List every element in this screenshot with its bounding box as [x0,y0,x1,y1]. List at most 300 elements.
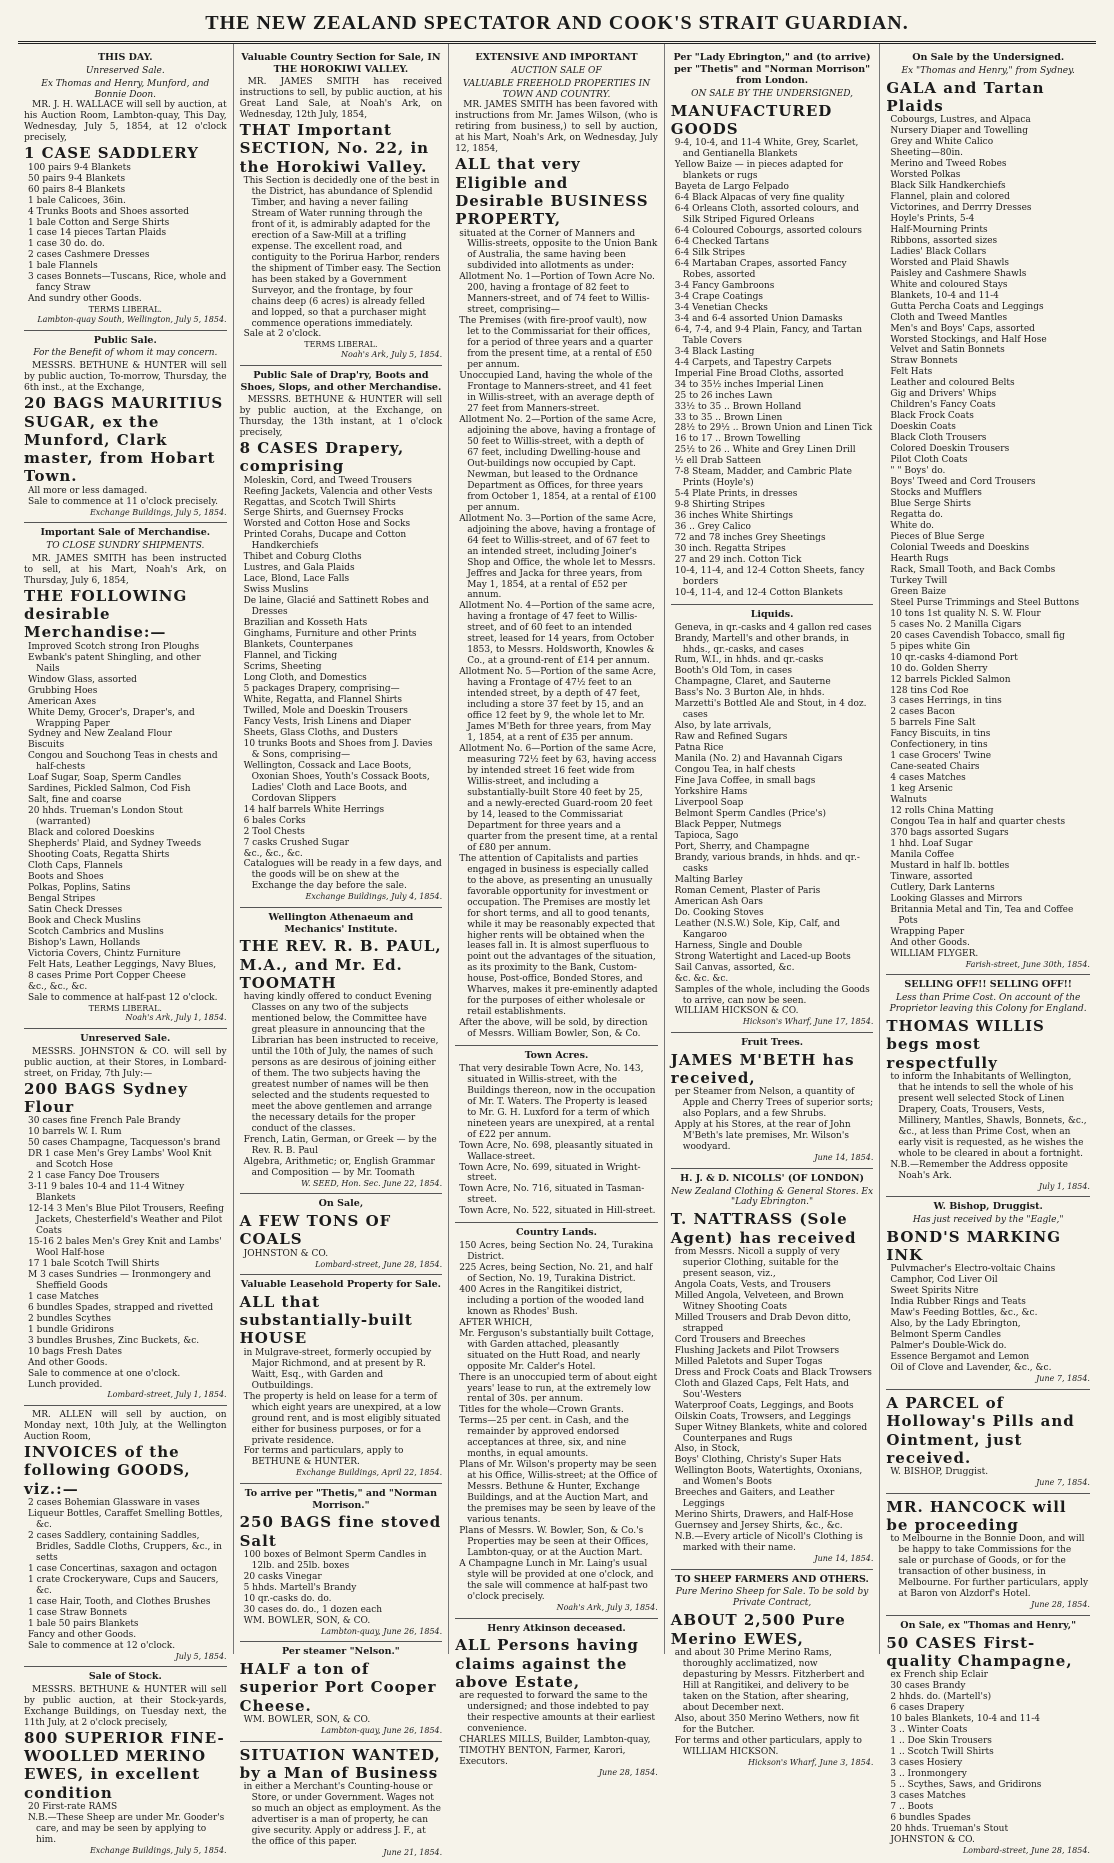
ad-heading: Wellington Athenaeum and Mechanics' Institute. [268,912,414,935]
ad-item: DR 1 case Men's Grey Lambs' Wool Knit and Scotch Hose [28,1149,212,1171]
ad-item: 3 .. Winter Coats [890,1724,968,1735]
ad-item: 3 cases Hosiery [890,1757,963,1768]
ad-item-list [886,1264,1090,1374]
ad-item: " " Boys' do. [890,466,946,477]
ad-terms: TERMS LIBERAL. [88,1003,162,1013]
ad-item: JOHNSTON & CO. [890,1834,975,1845]
ad-item: Fine Java Coffee, in small bags [674,776,816,787]
ad-item: Cutlery, Dark Lanterns [890,882,995,893]
ad-item: 2 cases Bacon [890,707,956,718]
ad-item: 14 half barrels White Herrings [243,804,385,815]
ad-item: 1 bundle Gridirons [28,1324,114,1335]
ad-item: Ribbons, assorted sizes [890,235,998,246]
advertisement [886,1616,1090,1860]
ad-item: 100 pairs 9-4 Blankets [28,162,131,173]
ad-item: 30 cases fine French Pale Brandy [28,1116,181,1127]
ad-item: 1 case Hair, Tooth, and Clothes Brushes [28,1596,211,1607]
ad-item: 10 bales Blankets, 10-4 and 11-4 [890,1714,1040,1725]
ad-signature: Hickson's Wharf, June 17, 1854. [742,1017,874,1027]
ad-item: Hoyle's Prints, 5-4 [890,213,975,224]
ad-display-line: 50 CASES First-quality Champagne, [886,1633,1073,1670]
ad-item: 1 keg Arsenic [890,784,953,795]
ad-item: having kindly offered to conduct Evening Classes on any two of the subjects mentioned below, the Committee have great pleasure in announcing that the Librarian has been instructed to receive, until the 10th of July, the names of such persons as are desirous of joining either of them. The two subjects having the greatest number of names will be then selected and the students requested to meet the above gentlemen and arrange the necessary details for the proper conduct of the classes. [243,992,439,1134]
ad-body: MESSRS. JOHNSTON & CO. will sell by public auction, at their Stores, in Lombard-street, on Friday, 7th July:— [24,1046,227,1079]
ad-signature: W. SEED, Hon. Sec. June 22, 1854. [301,1178,443,1188]
ad-item: Victoria Covers, Chintz Furniture [28,948,181,959]
ad-item: Grey and White Calico [890,137,994,148]
ad-item-list [240,176,443,341]
ad-item: N.B.—These Sheep are under Mr. Gooder's care, and may be seen by applying to him. [28,1812,225,1845]
ad-item: Doeskin Coats [890,422,956,433]
ad-heading: Fruit Trees. [741,1037,804,1049]
ad-item: &c. &c. &c. [674,973,729,984]
ad-item: 100 boxes of Belmont Sperm Candles in 12lb. and 25lb. boxes [243,1549,427,1571]
ad-item-list [455,1241,658,1603]
ad-item: Fancy Biscuits, in tins [890,729,991,740]
ad-heading: Per "Lady Ebrington," and (to arrive) per "Thetis" and "Norman Morrison" from London. [673,52,871,87]
ad-item: 30 cases do. do., 1 dozen each [243,1604,383,1615]
ad-signature: July 1, 1854. [1038,1181,1090,1191]
ad-item: Felt Hats [890,367,933,378]
ad-signature: June 21, 1854. [383,1848,443,1858]
ad-item: Yorkshire Hams [674,787,748,798]
ad-item: 3 cases Herrings, in tins [890,696,1002,707]
ad-item-list [455,1064,658,1218]
ad-heading: SELLING OFF!! SELLING OFF!! [904,979,1072,991]
ad-item: 6 bundles Spades [890,1812,971,1823]
ad-item: Confectionery, in tins [890,740,988,751]
ad-item-list [455,229,658,1041]
ad-item: Boys' Tweed and Cord Trousers [890,477,1036,488]
ad-item: Blankets, Counterpanes [243,640,353,651]
ad-item: situated at the Corner of Manners and Willis-streets, opposite to the Union Bank of Australia, the same having been subdivided into allotments as under: [459,228,658,272]
ad-item: Also, by late arrivals, [674,721,772,732]
ad-item: There is an unoccupied term of about eight years' lease to run, at the extremely low rental of 30s. per annum. [459,1372,658,1405]
ad-item: Brandy, Martell's and other brands, in hhds., qr.-casks, and cases [674,633,849,655]
ad-signature: Hickson's Wharf, June 3, 1854. [747,1757,874,1767]
ad-item: Strong Watertight and Laced-up Boots [674,951,851,962]
ad-display-line: 8 CASES Drapery, comprising [239,438,405,476]
ad-item-list [886,1467,1090,1478]
ad-item: White do. [890,520,934,531]
ad-item: per Steamer from Nelson, a quantity of Apple and Cherry Trees of superior sorts; also Poplars, and a few Shrubs. [674,1087,874,1120]
ad-item: WILLIAM FLYGER. [890,948,979,959]
ad-item: Unoccupied Land, having the whole of the Frontage to Manners-street, and 41 feet in Willis-street, with an average depth of 27 feet from Manners-street. [459,371,654,415]
ad-heading: Public Sale. [93,334,157,346]
ad-item: Cloth and Tweed Mantles [890,312,1008,323]
ad-item: Book and Check Muslins [28,915,141,926]
ad-item: Executors. [459,1756,508,1767]
ad-item: AFTER WHICH, [459,1317,533,1328]
ad-item: 1 bale Cotton and Serge Shirts [28,217,170,228]
ad-item: Sheeting—80in. [890,148,964,159]
ad-body: MESSRS. BETHUNE & HUNTER will sell by public auction, at their Stock-yards, Exchange Buildings, on Tuesday next, the 11th July, at 2 o'clock precisely, [24,1684,227,1728]
ad-display-line: 1 CASE SADDLERY [24,144,199,163]
ad-item: Allotment No. 2—Portion of the same Acre, adjoining the above, having a frontage of 50 feet to Willis-street, with a depth of 67 feet, including Dwelling-house and Out-buildings now occupied by Capt. Newman, but leased to the Ordnance Department as Offices, for three years from October 1, 1854, at a rental of £100 per annum. [459,414,657,513]
ad-heading: Liquids. [750,608,794,620]
ad-item: Bayeta de Largo Felpado [674,182,789,193]
ad-item: 1 case Concertinas, saxagon and octagon [28,1563,218,1574]
ad-display-line: ALL that very Eligible and Desirable BUSINESS PROPERTY, [455,155,649,229]
ad-item: 1 case 14 pieces Tartan Plaids [28,228,167,239]
ad-item: Pilot Cloth Coats [890,455,968,466]
ad-item-list [24,642,227,1004]
ad-item: Moleskin, Cord, and Tweed Trousers [243,475,412,486]
ad-item: WM. BOWLER, SON, & CO. [243,1714,371,1725]
advertisement [24,1029,227,1406]
ad-item: For terms and particulars, apply to BETHUNE & HUNTER. [243,1446,404,1468]
ad-item: 20 First-rate RAMS [28,1801,118,1812]
ad-item-list [671,138,874,599]
ad-item: Printed Corahs, Ducape and Cotton Handkerchiefs [243,530,407,552]
ad-item: 9-4, 10-4, and 11-4 White, Grey, Scarlet, and Gentianella Blankets [674,138,859,160]
ad-body: MESSRS. BETHUNE & HUNTER will sell by public auction, at the Exchange, on Thursday, the 13th instant, at 1 o'clock precisely, [239,395,443,439]
ad-item: White Demy, Grocer's, Draper's, and Wrapping Paper [28,707,195,729]
ad-item: Worsted and Cotton Hose and Socks [243,519,411,530]
ad-display-line: GALA and Tartan Plaids [886,78,1045,115]
ad-intro: Ex Thomas and Henry, Munford, and Bonnie Doon. [41,78,210,100]
ad-item: Samples of the whole, including the Goods to arrive, can now be seen. [674,984,870,1006]
ad-item: Tapioca, Sago [674,830,739,841]
ad-item: Regatta do. [890,510,943,521]
ad-item: Also, about 350 Merino Wethers, now fit for the Butcher. [674,1713,860,1735]
advertisement [455,1223,658,1618]
ad-subheading: TO CLOSE SUNDRY SHIPMENTS. [46,540,205,551]
ad-item: TIMOTHY BENTON, Farmer, Karori, [459,1745,626,1756]
ad-item: Port, Sherry, and Champagne [674,841,810,852]
ad-item: 6 bales Corks [243,815,306,826]
ad-item: 3 .. Ironmongery [890,1768,967,1779]
ad-item: White and coloured Stays [890,279,1008,290]
ad-body: MR. JAMES SMITH has been instructed to sell, at his Mart, Noah's Ark, on Thursday, July 6, 1854, [24,553,227,586]
ad-item: Stocks and Mufflers [890,488,982,499]
ad-item: American Ash Oars [674,896,763,907]
ad-item: Shepherds' Plaid, and Sydney Tweeds [28,839,202,850]
ad-item: Bishop's Lawn, Hollands [28,937,141,948]
ad-item: 9-8 Shirting Stripes [674,500,765,511]
ad-subheading: New Zealand Clothing & General Stores. Ex "Lady Ebrington." [671,1186,874,1208]
ad-item: India Rubber Rings and Teats [890,1297,1026,1308]
ad-item: 10 tons 1st quality N. S. W. Flour [890,608,1041,619]
ad-item: The attention of Capitalists and parties engaged in business is especially called to the above, as presenting an unusually favorable opportunity for investment or occupation. The Premises are mostly let for short terms, and all to good tenants, while it may be reasonably expected that higher rents will be obtained when the leases fall in. It is almost superfluous to point out the advantages of the situation, as its proximity to the Bank, Custom-house, Post-office, Bonded Stores, and Wharves, makes it pre-eminently adapted for the purposes of either wholesale or retail establishments. [459,853,658,1018]
ad-subheading: ON SALE BY THE UNDERSIGNED, [691,88,853,99]
ad-item-list [671,1087,874,1153]
ad-item: Reefing Jackets, Valencia and other Vests [243,486,433,497]
ad-item: 5 pipes white Gin [890,641,971,652]
ad-item: Dress and Frock Coats and Black Trowsers [674,1367,872,1378]
ad-item: Britannia Metal and Tin, Tea and Coffee Pots [890,904,1074,926]
ad-item: 1 bale Flannels [28,261,98,272]
ad-item: 10 qr.-casks 4-diamond Port [890,652,1018,663]
ad-display-line: T. NATTRASS (Sole Agent) has received [670,1210,857,1247]
ad-signature: July 5, 1854. [175,1651,227,1661]
ad-item: Palmer's Double-Wick do. [890,1341,1007,1352]
ad-item: Maw's Feeding Bottles, &c., &c. [890,1308,1038,1319]
ad-item: 6 bundles Spades, strapped and rivetted [28,1302,214,1313]
ad-item: WM. BOWLER, SON, & CO. [243,1615,371,1626]
ad-display-line: ABOUT 2,500 Pure Merino EWES, [670,1611,846,1648]
ad-item: Also, in Stock, [674,1444,741,1455]
ad-heading: H. J. & D. NICOLLS' (OF LONDON) [680,1172,865,1184]
ad-item: Plans of Messrs. W. Bowler, Son, & Co.'s Properties may be seen at their Offices, Lambton-quay, or at the Auction Mart. [459,1526,649,1559]
ad-item: Catalogues will be ready in a few days, and the goods will be on shew at the Exchange the day before the sale. [243,859,442,892]
ad-display-line: 800 SUPERIOR FINE-WOOLLED MERINO EWES, in excellent condition [24,1728,225,1802]
ad-signature: Lambton-quay, June 26, 1854. [320,1626,443,1636]
ad-item: and about 30 Prime Merino Rams, thoroughly acclimatized, now depasturing by Messrs. Fitzherbert and Hill at Rangitikei, and delivery to be taken on the Station, after shearing, about December next. [674,1648,865,1713]
ad-terms: TERMS LIBERAL. [304,340,378,350]
ad-item: Allotment No. 4—Portion of the same acre, having a frontage of 47 feet to Willis-street, and of 60 feet to an intended street, leased for 14 years, from October 1853, to Messrs. Holdsworth, Knowles & Co., at a ground-rent of £14 per annum. [459,601,655,667]
ad-display-line: ALL that substantially-built HOUSE [239,1292,413,1348]
ad-item: Town Acre, No. 716, situated in Tasman-street. [459,1184,645,1206]
ad-item: Rum, W.I., in hhds. and qr.-casks [674,655,824,666]
ad-item: 400 Acres in the Rangitikei district, including a portion of the wooded land known as Rhodes' Bush. [459,1284,645,1317]
ad-item: Merino and Tweed Robes [890,159,1007,170]
advertisement [24,331,227,524]
ad-item: And other Goods. [28,1357,108,1368]
ad-item: Harness, Single and Double [674,940,803,951]
ad-heading: Unreserved Sale. [80,1033,171,1045]
ad-display-line: THAT Important SECTION, No. 22, in the Horokiwi Valley. [239,121,430,176]
ad-item: Lunch provided. [28,1379,103,1390]
ad-display-line: 250 BAGS fine stoved Salt [239,1513,442,1550]
advertisement [886,975,1090,1197]
column-2 [234,44,450,1858]
ad-item-list [24,486,227,508]
ad-signature: June 7, 1854. [1036,1374,1090,1384]
advertisement [886,48,1090,975]
ad-item: Allotment No. 5—Portion of the same Acre, having a Frontage of 47½ feet to an intended street, by a depth of 47 feet, including a store 37 feet by 15, and an office 12 feet by 9, the whole let to Mr. James M'Beth for three years, from May 1, 1854, at a rent of £35 per annum. [459,667,657,744]
ad-item-list [24,1116,227,1390]
ad-item: Leather and coloured Belts [890,378,1015,389]
ad-item: Polkas, Poplins, Satins [28,883,131,894]
ad-item: Sydney and New Zealand Flour [28,729,172,740]
ad-subheading: Unreserved Sale. [85,65,165,76]
ad-item: 1 hhd. Loaf Sugar [890,839,973,850]
masthead: THE NEW ZEALAND SPECTATOR AND COOK'S STRAIT GUARDIAN. [18,0,1096,44]
ad-item: 1 case Straw Bonnets [28,1607,127,1618]
ad-item: Rack, Small Tooth, and Back Combs [890,564,1056,575]
ad-item: in either a Merchant's Counting-house or Store, or under Government. Wages not so much an object as employment. As the advertiser is a man of property, he can give security. Apply or address J. F., at the office of this paper. [243,1782,441,1848]
ad-item: American Axes [28,696,97,707]
ad-item: 225 Acres, being Section, No. 21, and half of Section, No. 19, Turakina District. [459,1262,653,1284]
ad-item: 16 to 17 .. Brown Towelling [674,434,801,445]
ad-item: Marzetti's Bottled Ale and Stout, in 4 doz. cases [674,699,867,721]
ad-item: Liqueur Bottles, Caraffet Smelling Bottles, &c. [28,1509,223,1530]
ad-item: &c., &c., &c. [243,848,303,859]
ad-item: Liverpool Soap [674,798,744,809]
ad-item: Angola Coats, Vests, and Trousers [674,1279,831,1290]
ad-signature: June 7, 1854. [1036,1478,1090,1488]
ad-item: 6-4 Black Alpacas of very fine quality [674,193,845,204]
advertisement [455,1046,658,1223]
ad-item: Boots and Shoes [28,872,104,883]
ad-subheading: AUCTION SALE OF [511,65,602,76]
ad-item: ½ ell Drab Satteen [674,456,762,467]
ad-item: Blue Serge Shirts [890,499,971,510]
ad-display-line: THE REV. R. B. PAUL, M.A., and Mr. Ed. TOOMATH [239,937,442,992]
ad-body: MR. J. H. WALLACE will sell by auction, at his Auction Room, Lambton-quay, This Day, Wednesday, July 5, 1854, at 12 o'clock precisely, [24,100,227,144]
ad-item: Tinware, assorted [890,871,973,882]
ad-item: CHARLES MILLS, Builder, Lambton-quay, [459,1734,651,1745]
ad-signature: Exchange Buildings, April 22, 1854. [296,1468,443,1478]
ad-item: Town Acre, No. 522, situated in Hill-street. [459,1206,656,1217]
ad-item-list [240,476,443,893]
advertisement [671,1570,874,1773]
ad-heading: Important Sale of Merchandise. [40,527,211,539]
ad-intro: VALUABLE FREEHOLD PROPERTIES IN TOWN AND COUNTRY. [462,78,651,100]
ad-signature: Noah's Ark, July 1, 1854. [125,1013,227,1023]
ad-item: 25 to 26 inches Lawn [674,390,773,401]
ad-item: Milled Trousers and Drab Devon ditto, strapped [674,1312,851,1334]
ad-item: French, Latin, German, or Greek — by the Rev. R. B. Paul [243,1134,437,1156]
ad-item: 6-4 Checked Tartans [674,237,769,248]
ad-display-line: THE FOLLOWING desirable Merchandise:— [24,586,188,642]
ad-item: Green Baize [890,586,947,597]
ad-item: Black Silk Handkerchiefs [890,180,1006,191]
ad-item: 6 cases Drapery [890,1703,965,1714]
ad-signature: Exchange Buildings, July 4, 1854. [305,892,443,902]
ad-item: White, Regatta, and Flannel Shirts [243,694,403,705]
advertisement [671,1033,874,1169]
ad-item-list [671,1648,874,1758]
ad-signature: June 14, 1854. [814,1153,874,1163]
ad-item-list [240,1550,443,1627]
ad-item: ex French ship Eclair [890,1670,988,1681]
ad-item: 3-4 Venetian Checks [674,302,768,313]
ad-item: Terms—25 per cent. in Cash, and the remainder by approved endorsed acceptances at three, six, and nine months, in equal amounts. [459,1416,629,1460]
ad-item: Plans of Mr. Wilson's property may be seen at his Office, Willis-street; at the Office of Messrs. Bethune & Hunter, Exchange Buildings, and at the Auction Mart, and the premises may be seen by leave of the various tenants. [459,1460,657,1526]
ad-item-list [240,1782,443,1848]
ad-item: Straw Bonnets [890,356,958,367]
ad-item-list [671,623,874,1018]
ad-item: 20 casks Vinegar [243,1571,322,1582]
ad-item: 3 cases Bonnets—Tuscans, Rice, whole and fancy Straw [28,272,227,294]
ad-item: 34 to 35½ inches Imperial Linen [674,379,824,390]
ad-item: Manila (No. 2) and Havannah Cigars [674,754,843,765]
ad-item: Brazilian and Kosseth Hats [243,618,368,629]
ad-item: Flushing Jackets and Pilot Trowsers [674,1345,840,1356]
ad-item: Colored Doeskin Trousers [890,444,1010,455]
ad-item: 15-16 2 bales Men's Grey Knit and Lambs' Wool Half-hose [28,1236,222,1258]
ad-item: 7-8 Steam, Madder, and Cambric Plate Prints (Hoyle's) [674,467,852,489]
ad-item-list [671,1247,874,1554]
ad-heading: THIS DAY. [97,52,153,63]
ad-item: 5 cases No. 2 Manilla Cigars [890,619,1022,630]
ad-item: Manila Coffee [890,850,955,861]
ad-item: 4 cases Matches [890,773,966,784]
ad-item: Boys' Clothing, Christy's Super Hats [674,1455,842,1466]
ad-item: Cane-seated Chairs [890,762,980,773]
ad-item: 2 1 case Fancy Doe Trousers [28,1171,160,1182]
ad-item: 5 packages Drapery, comprising— [243,683,400,694]
ad-item: Sweet Spirits Nitre [890,1286,979,1297]
ad-item: Sale to commence at 11 o'clock precisely. [28,496,218,507]
ad-item-list [886,115,1090,960]
ad-item: 150 Acres, being Section No. 24, Turakina District. [459,1240,654,1262]
ad-item: Sheets, Glass Cloths, and Dusters [243,727,398,738]
ad-item: 36 inches White Shirtings [674,511,793,522]
ad-item: 3 bundles Brushes, Zinc Buckets, &c. [28,1335,200,1346]
ad-item: 12 rolls China Matting [890,806,994,817]
ad-item: Town Acre, No. 699, situated in Wright-street. [459,1162,641,1184]
ad-signature: Noah's Ark, July 3, 1854. [556,1602,658,1612]
ad-item: Salt, fine and coarse [28,795,122,806]
advertisement [455,1619,658,1783]
ad-item: 3-11 9 bales 10-4 and 11-4 Witney Blankets [28,1182,185,1204]
ad-display-line: A FEW TONS OF COALS [239,1211,392,1249]
ad-signature: June 28, 1854. [598,1767,658,1777]
advertisement [240,1742,443,1863]
advertisement [240,908,443,1194]
ad-item: 6-4 Martaban Crapes, assorted Fancy Robes, assorted [674,258,847,280]
ad-item: And sundry other Goods. [28,294,142,305]
ad-item: Flannel, plain and colored [890,191,1010,202]
ad-display-line: 200 BAGS Sydney Flour [24,1079,188,1116]
ad-item: Blankets, 10-4 and 11-4 [890,290,999,301]
ad-item: 5-4 Plate Prints, in dresses [674,489,798,500]
ad-subheading: Less than Prime Cost. On account of the Proprietor leaving this Colony for England. [889,993,1087,1015]
ad-item: 30 inch. Regatta Stripes [674,544,786,555]
ad-item: Biscuits [28,740,65,751]
ad-item: Allotment No. 3—Portion of the same Acre, adjoining the above, having a frontage of 64 feet to Willis-street, and of 67 feet to an intended street, including Joiner's Shop and Office, the whole let to Messrs. Jeffres and Jacka for three years, from May 1, 1854, at a rental of £52 per annum. [459,513,657,601]
ad-item: 10 bags Fresh Dates [28,1346,122,1357]
ad-item: to inform the Inhabitants of Wellington, that he intends to sell the whole of his present well selected Stock of Linen Drapery, Coats, Trousers, Vests, Millinery, Mantles, Shawls, Bonnets, &c., &c., at less than Prime Cost, when an early visit is requested, as he wishes the whole to be cleared in about a fortnight. [890,1071,1087,1159]
ad-item: Worsted Stockings, and Half Hose [890,334,1047,345]
advertisement [240,366,443,908]
ad-heading: Valuable Country Section for Sale, IN THE HOROKIWI VALLEY. [241,52,441,75]
ad-item-list [886,1534,1090,1600]
ad-item: Loaf Sugar, Soap, Sperm Candles [28,773,182,784]
ad-item: 6-4 Orleans Cloth, assorted colours, and Silk Striped Figured Orleans [674,204,859,226]
ad-heading: Sale of Stock. [88,1671,162,1683]
ad-item: 6-4 Silk Stripes [674,247,746,258]
ad-item: 5 .. Scythes, Saws, and Gridirons [890,1779,1042,1790]
advertisement [24,48,227,331]
ad-display-line: MR. HANCOCK will be proceeding [886,1497,1067,1535]
ad-item: A Champagne Lunch in Mr. Laing's usual style will be provided at one o'clock, and the sale will commence at half-past two o'clock precisely. [459,1559,654,1602]
ad-item: 1 case 30 do. do. [28,239,105,250]
ad-item: Sale to commence at 12 o'clock. [28,1640,176,1651]
ad-item-list [455,1691,658,1768]
ad-body: MR. JAMES SMITH has received instructions to sell, by public auction, at his Great Land Sale, at Noah's Ark, on Wednesday, 12th July, 1854, [239,77,443,121]
ad-item: 2 cases Cashmere Dresses [28,250,150,261]
ad-display-line: BOND'S MARKING INK [886,1227,1062,1265]
ad-item: Also, by the Lady Ebrington, [890,1319,1021,1330]
ad-item: 4-4 Carpets, and Tapestry Carpets [674,357,832,368]
ad-display-line: A PARCEL of Holloway's Pills and Ointment, just received. [886,1393,1075,1467]
ad-item: 20 hhds. Trueman's London Stout (warranted) [28,806,183,828]
ad-item: Allotment No. 1—Portion of Town Acre No. 200, having a frontage of 82 feet to Manners-street, and of 74 feet to Willis-street, comprising— [459,272,655,316]
ad-item: Belmont Sperm Candles [890,1330,1002,1341]
advertisement [240,1642,443,1741]
advertisement [455,48,658,1046]
ad-item: Cobourgs, Lustres, and Alpaca [890,115,1031,126]
ad-item: Breeches and Gaiters, and Leather Leggings [674,1488,835,1510]
ad-item: Half-Mourning Prints [890,224,988,235]
ad-heading: On Sale, ex "Thomas and Henry," [900,1619,1077,1631]
ad-item: Sale to commence at half-past 12 o'clock. [28,992,218,1003]
ad-item: are requested to forward the same to the undersigned; and those indebted to pay their respective amounts at their earliest convenience. [459,1691,656,1735]
ad-item: 72 and 78 inches Grey Sheetings [674,533,826,544]
ad-item: Lace, Blond, Lace Falls [243,574,350,585]
ad-item: Sale at 2 o'clock. [243,329,322,340]
ad-item: 1 bale 50 pairs Blankets [28,1618,139,1629]
ad-item: 5 barrels Fine Salt [890,718,976,729]
ad-item: Titles for the whole—Crown Grants. [459,1405,624,1416]
ad-item: to Melbourne in the Bonnie Doon, and will be happy to take Commissions for the sale or purchase of Goods, or for the transaction of other business, in Melbourne. For further particulars, apply at Baron von Alzdorf's Hotel. [890,1534,1089,1600]
ad-subheading: Ex "Thomas and Henry," from Sydney. [901,65,1075,76]
ad-item: Oil of Clove and Lavender, &c., &c. [890,1363,1052,1374]
